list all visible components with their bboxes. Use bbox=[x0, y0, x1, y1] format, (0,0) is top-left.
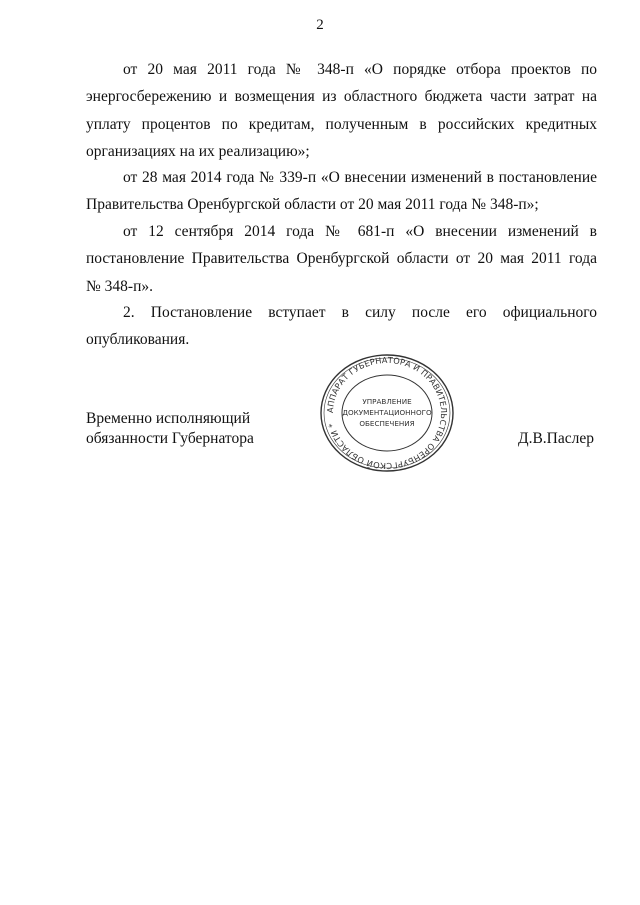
paragraph-resolution-681 bbox=[86, 218, 597, 300]
text-line: от 12 сентября 2014 года № 681-п «О внесении изменений в bbox=[123, 223, 597, 240]
paragraph-resolution-348 bbox=[86, 56, 597, 165]
text-line: опубликования. bbox=[86, 331, 190, 349]
text-line: № 348-п». bbox=[86, 277, 153, 295]
text-line: энергосбережению и возмещения из областного бюджета части затрат на bbox=[86, 88, 597, 106]
paragraph-resolution-339 bbox=[86, 164, 597, 219]
text-line: 2. Постановление вступает в силу после его официального bbox=[123, 304, 597, 321]
stamp-center-line: ДОКУМЕНТАЦИОННОГО bbox=[342, 408, 432, 417]
stamp-ring-text: АППАРАТ ГУБЕРНАТОРА И ПРАВИТЕЛЬСТВА ОРЕНБУРГСКОЙ ОБЛАСТИ * bbox=[324, 354, 450, 472]
text-line: постановление Правительства Оренбургской области от 20 мая 2011 года bbox=[86, 250, 597, 268]
signatory-name: Д.В.Паслер bbox=[518, 430, 594, 447]
text-line: уплату процентов по кредитам, полученным в российских кредитных bbox=[86, 115, 597, 133]
page-number: 2 bbox=[316, 17, 324, 33]
stamp-center-line: УПРАВЛЕНИЕ bbox=[362, 397, 412, 406]
signatory-position bbox=[86, 409, 254, 449]
position-line: Временно исполняющий bbox=[86, 410, 251, 427]
text-line: от 20 мая 2011 года № 348-п «О порядке отбора проектов по bbox=[123, 61, 597, 78]
stamp-center-line: ОБЕСПЕЧЕНИЯ bbox=[359, 419, 415, 428]
official-stamp-seal bbox=[316, 354, 458, 472]
text-line: организациях на их реализацию»; bbox=[86, 142, 310, 160]
text-line: от 28 мая 2014 года № 339-п «О внесении изменений в постановление bbox=[123, 169, 597, 186]
position-line: обязанности Губернатора bbox=[86, 430, 254, 447]
text-line: Правительства Оренбургской области от 20 мая 2011 года № 348-п»; bbox=[86, 196, 539, 214]
paragraph-entry-into-force bbox=[86, 299, 597, 354]
